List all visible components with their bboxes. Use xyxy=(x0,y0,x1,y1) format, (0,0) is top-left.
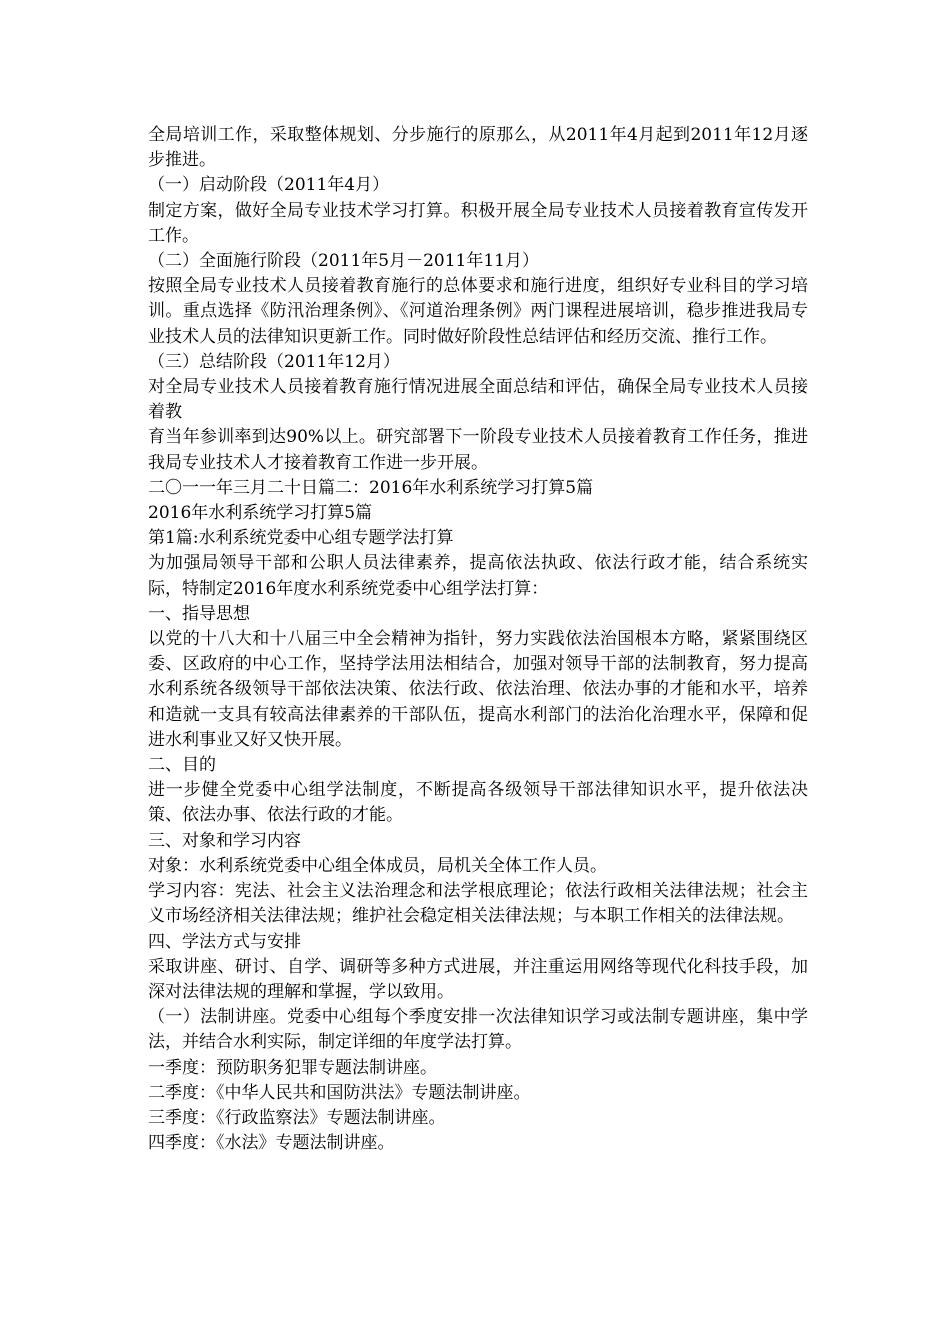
paragraph: 全局培训工作，采取整体规划、分步施行的原那么，从2011年4月起到2011年12月逐步推进。 xyxy=(148,125,808,171)
paragraph: 育当年参训率到达90%以上。研究部署下一阶段专业技术人员接着教育工作任务，推进我局专业技术人才接着教育工作进一步开展。 xyxy=(148,427,808,473)
paragraph: 对象：水利系统党委中心组全体成员，局机关全体工作人员。 xyxy=(148,855,607,876)
paragraph: 制定方案，做好全局专业技术学习打算。积极开展全局专业技术人员接着教育宣传发开工作。 xyxy=(148,200,808,246)
schedule-item: 四季度：《水法》专题法制讲座。 xyxy=(148,1133,395,1154)
paragraph: 按照全局专业技术人员接着教育施行的总体要求和施行进度，组织好专业科目的学习培训。重点选择《防汛治理条例》、《河道治理条例》两门课程进展培训，稳步推进我局专业技术人员的法律知识更新工作。同时做好阶段性总结评估和经历交流、推行工作。 xyxy=(148,276,808,347)
schedule-item: 三季度：《行政监察法》专题法制讲座。 xyxy=(148,1107,446,1128)
section-heading: 二、目的 xyxy=(148,755,216,776)
paragraph: 采取讲座、研讨、自学、调研等多种方式进展，并注重运用网络等现代化科技手段，加深对法律法规的理解和掌握，学以致用。 xyxy=(148,956,808,1002)
article-title: 2016年水利系统学习打算5篇 xyxy=(148,503,373,524)
chapter-title: 第1篇:水利系统党委中心组专题学法打算 xyxy=(148,528,454,549)
schedule-item: 一季度：预防职务犯罪专题法制讲座。 xyxy=(148,1057,437,1078)
section-heading: 一、指导思想 xyxy=(148,603,250,624)
document-body xyxy=(148,123,808,1156)
paragraph: 为加强局领导干部和公职人员法律素养，提高依法执政、依法行政才能，结合系统实际，特制定2016年度水利系统党委中心组学法打算： xyxy=(148,553,808,599)
section-heading: 四、学法方式与安排 xyxy=(148,931,301,952)
section-heading: （二）全面施行阶段（2011年5月－2011年11月） xyxy=(148,251,539,272)
paragraph: （一）法制讲座。党委中心组每个季度安排一次法律知识学习或法制专题讲座，集中学法，并结合水利实际，制定详细的年度学法打算。 xyxy=(148,1007,808,1053)
section-heading: （三）总结阶段（2011年12月） xyxy=(148,351,400,372)
paragraph: 进一步健全党委中心组学法制度，不断提高各级领导干部法律知识水平，提升依法决策、依法办事、依法行政的才能。 xyxy=(148,780,808,826)
paragraph: 学习内容：宪法、社会主义法治理念和法学根底理论；依法行政相关法律法规；社会主义市场经济相关法律法规；维护社会稳定相关法律法规；与本职工作相关的法律法规。 xyxy=(148,881,808,927)
section-heading: （一）启动阶段（2011年4月） xyxy=(148,175,390,196)
section-heading: 三、对象和学习内容 xyxy=(148,830,301,851)
paragraph: 以党的十八大和十八届三中全会精神为指针，努力实践依法治国根本方略，紧紧围绕区委、区政府的中心工作，坚持学法用法相结合，加强对领导干部的法制教育，努力提高水利系统各级领导干部依法决策、依法行政、依法治理、依法办事的才能和水平，培养和造就一支具有较高法律素养的干部队伍，提高水利部门的法治化治理水平，保障和促进水利事业又好又快开展。 xyxy=(148,629,808,750)
paragraph: 对全局专业技术人员接着教育施行情况进展全面总结和评估，确保全局专业技术人员接着教 xyxy=(148,377,808,423)
schedule-item: 二季度：《中华人民共和国防洪法》专题法制讲座。 xyxy=(148,1082,531,1103)
date-and-article-title: 二〇一一年三月二十日篇二：2016年水利系统学习打算5篇 xyxy=(148,477,594,498)
